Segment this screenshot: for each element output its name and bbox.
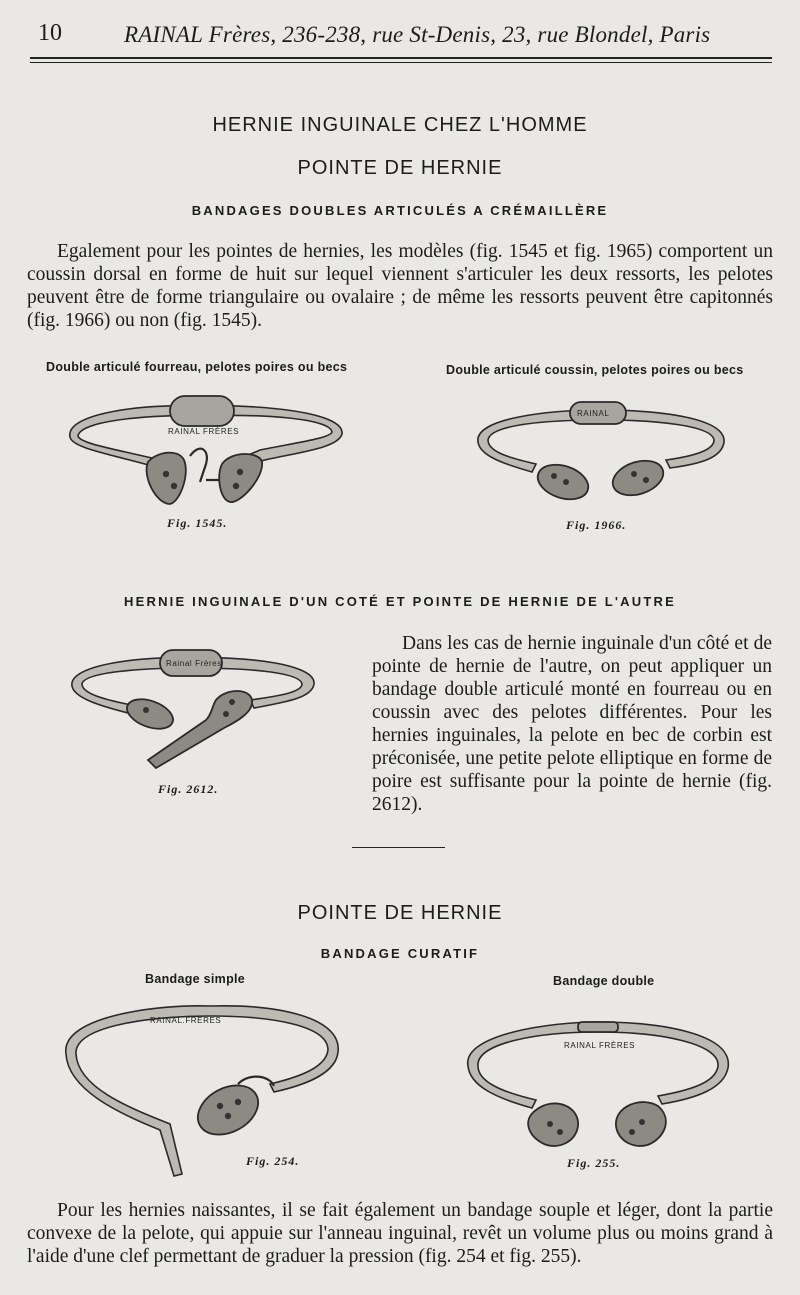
caption-left: Double articulé fourreau, pelotes poires ou becs	[46, 360, 348, 374]
paragraph-text: Dans les cas de hernie inguinale d'un côté et de pointe de hernie de l'autre, on peut appliquer un bandage double articulé monté en fourreau ou en coussin avec des pelotes différentes. Pour les hernies inguinales, la pelote en bec de corbin est préconisée, une petite pelote elliptique en forme de poire est suffisante pour la pointe de hernie (fig. 2612).	[372, 633, 772, 815]
section-subtitle: POINTE DE HERNIE	[297, 157, 503, 179]
header-rule	[30, 57, 772, 59]
paragraph-text: Pour les hernies naissantes, il se fait également un bandage souple et léger, dont la partie convexe de la pelote, qui appuie sur l'anneau inguinal, revêt un volume plus ou moins grand à l'aide d'une clef permettant de graduer la pression (fig. 254 et fig. 255).	[27, 1200, 773, 1267]
fig-label-1545: Fig. 1545.	[167, 516, 228, 530]
caption-right: Bandage double	[553, 974, 655, 988]
truss-illustration-2612	[66, 648, 320, 770]
plate-label: Rainal Frères	[166, 659, 222, 668]
paragraph-inguinal	[372, 632, 772, 816]
section-heading: BANDAGE CURATIF	[320, 946, 480, 961]
section-heading: BANDAGES DOUBLES ARTICULÉS A CRÉMAILLÈRE	[191, 203, 609, 218]
truss-illustration-1966	[470, 398, 730, 502]
paragraph-intro	[27, 240, 773, 332]
page-number: 10	[38, 20, 62, 46]
caption-right: Double articulé coussin, pelotes poires ou becs	[446, 363, 744, 377]
paragraph-text: Egalement pour les pointes de hernies, les modèles (fig. 1545 et fig. 1965) comportent un coussin dorsal en forme de huit sur lequel viennent s'articuler les deux ressorts, les pelotes peuvent être de forme triangulaire ou ovalaire ; de même les ressorts peuvent être capitonnés (fig. 1966) ou non (fig. 1545).	[27, 241, 773, 331]
header-rule-thin	[30, 62, 772, 63]
fig-label-2612: Fig. 2612.	[158, 782, 219, 796]
caption-left: Bandage simple	[145, 972, 246, 986]
fig-label-254: Fig. 254.	[246, 1154, 300, 1168]
section-heading: HERNIE INGUINALE D'UN COTÉ ET POINTE DE HERNIE DE L'AUTRE	[124, 594, 676, 609]
paragraph-curative	[27, 1199, 773, 1268]
truss-illustration-1545	[60, 392, 350, 512]
fig-label-255: Fig. 255.	[567, 1156, 621, 1170]
plate-label: RAINAL FRÈRES	[168, 427, 240, 436]
truss-illustration-255	[462, 1016, 732, 1156]
plate-label: RAINAL FRÈRES	[564, 1041, 636, 1050]
separator-rule	[352, 847, 445, 848]
truss-illustration-254	[60, 998, 342, 1178]
plate-label: RAINAL.FRÈRES	[150, 1016, 222, 1025]
fig-label-1966: Fig. 1966.	[566, 518, 627, 532]
running-header: RAINAL Frères, 236-238, rue St-Denis, 23, rue Blondel, Paris	[124, 22, 711, 47]
plate-label: RAINAL	[577, 409, 610, 418]
section-title: HERNIE INGUINALE CHEZ L'HOMME	[212, 114, 588, 136]
section-title: POINTE DE HERNIE	[297, 902, 503, 924]
